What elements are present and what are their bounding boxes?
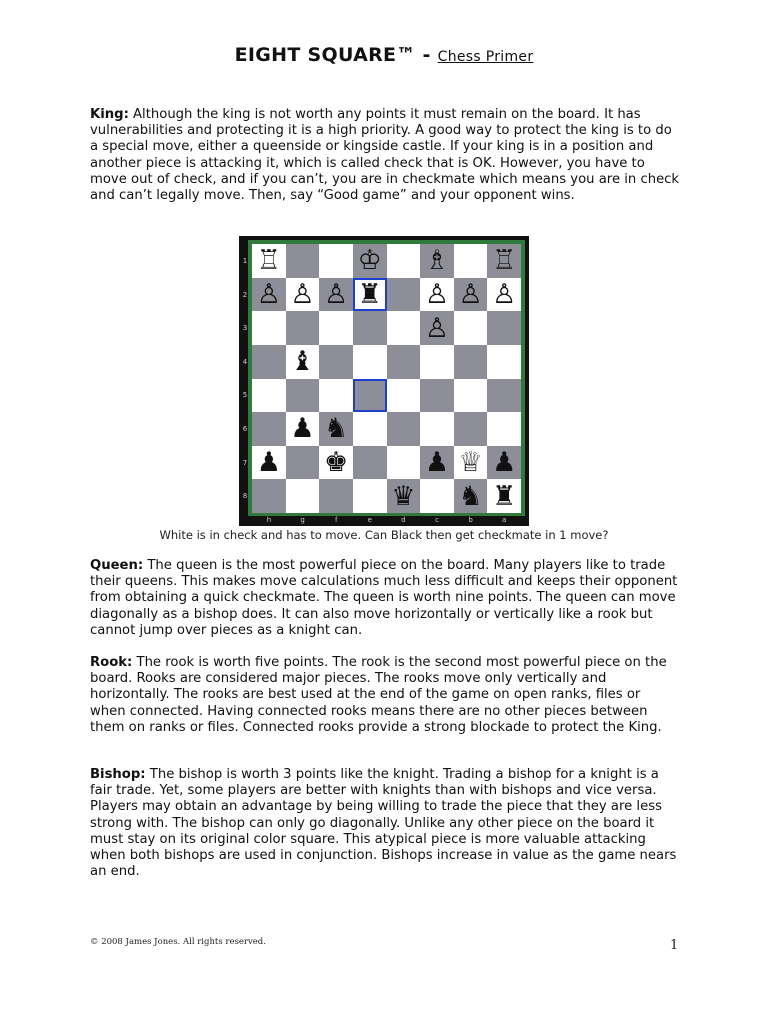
board-square <box>286 379 320 413</box>
file-label: g <box>300 516 305 524</box>
board-square <box>454 412 488 446</box>
rank-label: 5 <box>242 391 248 400</box>
page-title <box>0 44 768 66</box>
board-square <box>286 278 320 312</box>
chess-piece-icon: ♜ <box>492 480 517 512</box>
board-square <box>286 412 320 446</box>
king-heading: King: <box>90 107 129 122</box>
board-square <box>420 412 454 446</box>
board-square <box>286 345 320 379</box>
board-square <box>454 479 488 513</box>
file-label: b <box>468 516 473 524</box>
board-square <box>387 379 421 413</box>
chess-piece-icon: ♕ <box>458 447 483 479</box>
board-square <box>353 345 387 379</box>
board-square <box>387 311 421 345</box>
chess-piece-icon: ♚ <box>323 447 349 479</box>
chess-piece-icon: ♙ <box>256 278 281 310</box>
chess-piece-icon: ♖ <box>492 245 517 277</box>
king-body: Although the king is not worth any points it must remain on the board. It has vulnerabilities and protecting it is a high priority. A good way to protect the king is to do a special move, either a queenside or kingside castle. If your king is in a position and another piece is attacking it, which is called check that is OK. However, you have to move out of check, and if you can’t, you are in checkmate which means you are in check and can’t legally move. Then, say “Good game” and your opponent wins. <box>90 107 680 204</box>
rook-section <box>90 655 680 736</box>
chess-piece-icon: ♝ <box>290 346 315 378</box>
file-label: a <box>502 516 507 524</box>
board-square <box>252 278 286 312</box>
king-section <box>90 107 680 204</box>
queen-section <box>90 558 680 639</box>
board-square <box>252 446 286 480</box>
board-square <box>353 446 387 480</box>
chess-board <box>252 244 521 513</box>
board-square <box>286 311 320 345</box>
rook-body: The rook is worth five points. The rook is the second most powerful piece on the board. Rooks are considered major pieces. The rooks move only vertically and horizontally. The rooks are best used at the end of the game on open ranks, files or when connected. Having connected rooks means there are no other pieces between them on ranks or files. Connected rooks provide a strong blockade to protect the King. <box>90 655 667 735</box>
board-square <box>387 244 421 278</box>
board-square <box>387 412 421 446</box>
chess-piece-icon: ♙ <box>424 312 450 344</box>
board-square <box>353 412 387 446</box>
board-square <box>319 412 353 446</box>
board-frame <box>248 240 525 516</box>
chess-piece-icon: ♛ <box>391 480 416 512</box>
chess-piece-icon: ♟ <box>256 447 281 479</box>
rook-heading: Rook: <box>90 655 133 670</box>
copyright-notice: © 2008 James Jones. All rights reserved. <box>90 937 266 947</box>
board-square <box>353 479 387 513</box>
chess-piece-icon: ♞ <box>458 480 483 512</box>
chess-piece-icon: ♞ <box>323 413 349 445</box>
rank-label: 2 <box>242 290 248 299</box>
chess-piece-icon: ♟ <box>424 447 450 479</box>
board-square <box>420 345 454 379</box>
chess-piece-icon: ♙ <box>323 278 349 310</box>
board-square <box>487 345 521 379</box>
board-square <box>487 379 521 413</box>
board-square <box>319 345 353 379</box>
title-subtitle: Chess Primer <box>437 49 534 65</box>
board-square <box>319 379 353 413</box>
chess-piece-icon: ♙ <box>290 278 315 310</box>
board-square <box>420 379 454 413</box>
board-square <box>454 379 488 413</box>
rank-label: 1 <box>242 257 248 265</box>
rank-label: 4 <box>242 357 248 366</box>
bishop-heading: Bishop: <box>90 767 146 782</box>
bishop-body: The bishop is worth 3 points like the knight. Trading a bishop for a knight is a fair trade. Yet, some players are better with knights than with bishops and vice versa. Players may obtain an advantage by being willing to trade the piece that they are less strong with. The bishop can only go diagonally. Unlike any other piece on the board it must stay on its original color square. This atypical piece is more valuable attacking when both bishops are used in conjunction. Bishops increase in value as the game nears an end. <box>90 767 677 880</box>
chess-piece-icon: ♙ <box>424 278 450 310</box>
rank-label: 6 <box>242 425 248 433</box>
chess-piece-icon: ♖ <box>256 245 281 277</box>
bishop-section <box>90 767 680 880</box>
board-square <box>454 311 488 345</box>
rank-label: 8 <box>242 492 248 501</box>
board-square <box>387 345 421 379</box>
page-number: 1 <box>670 938 679 953</box>
title-main: EIGHT SQUARE™ - <box>234 44 438 66</box>
chess-piece-icon: ♗ <box>424 245 450 277</box>
board-square <box>454 244 488 278</box>
chess-piece-icon: ♔ <box>357 245 382 277</box>
board-square <box>252 244 286 278</box>
board-square <box>319 446 353 480</box>
chess-piece-icon: ♙ <box>458 278 483 310</box>
board-square <box>319 479 353 513</box>
board-square <box>319 311 353 345</box>
board-square <box>286 479 320 513</box>
queen-heading: Queen: <box>90 558 144 573</box>
rank-label: 7 <box>242 458 248 467</box>
rank-label: 3 <box>242 324 248 333</box>
board-square <box>286 446 320 480</box>
board-square <box>353 311 387 345</box>
diagram-caption: White is in check and has to move. Can Black then get checkmate in 1 move? <box>159 528 609 542</box>
board-square <box>387 479 421 513</box>
board-square <box>420 446 454 480</box>
board-square <box>454 278 488 312</box>
file-label: d <box>401 516 406 524</box>
board-square <box>454 446 488 480</box>
board-square <box>252 479 286 513</box>
board-square <box>319 278 353 312</box>
board-square <box>487 412 521 446</box>
board-square <box>487 311 521 345</box>
board-square <box>487 479 521 513</box>
board-square <box>420 479 454 513</box>
chess-piece-icon: ♙ <box>492 278 517 310</box>
board-square <box>353 278 387 312</box>
board-square <box>252 379 286 413</box>
board-square <box>353 244 387 278</box>
file-label: c <box>435 516 439 524</box>
board-square <box>387 278 421 312</box>
board-square <box>252 412 286 446</box>
board-square <box>420 311 454 345</box>
chess-piece-icon: ♟ <box>492 447 517 479</box>
board-square <box>387 446 421 480</box>
board-square <box>286 244 320 278</box>
board-square <box>252 345 286 379</box>
board-square <box>420 278 454 312</box>
board-square <box>252 311 286 345</box>
board-square <box>420 244 454 278</box>
board-square <box>487 278 521 312</box>
chess-diagram <box>239 236 529 526</box>
board-square <box>454 345 488 379</box>
board-square <box>487 446 521 480</box>
chess-piece-icon: ♟ <box>290 413 315 445</box>
board-square <box>487 244 521 278</box>
file-label: e <box>367 516 372 524</box>
file-label: h <box>266 516 272 524</box>
board-square <box>353 379 387 413</box>
file-label: f <box>334 516 338 524</box>
board-square <box>319 244 353 278</box>
queen-body: The queen is the most powerful piece on the board. Many players like to trade their queens. This makes move calculations much less difficult and keeps their opponent from obtaining a quick checkmate. The queen is worth nine points. The queen can move diagonally as a bishop does. It can also move horizontally or vertically like a rook but cannot jump over pieces as a knight can. <box>90 558 678 638</box>
chess-piece-icon: ♜ <box>357 278 382 310</box>
